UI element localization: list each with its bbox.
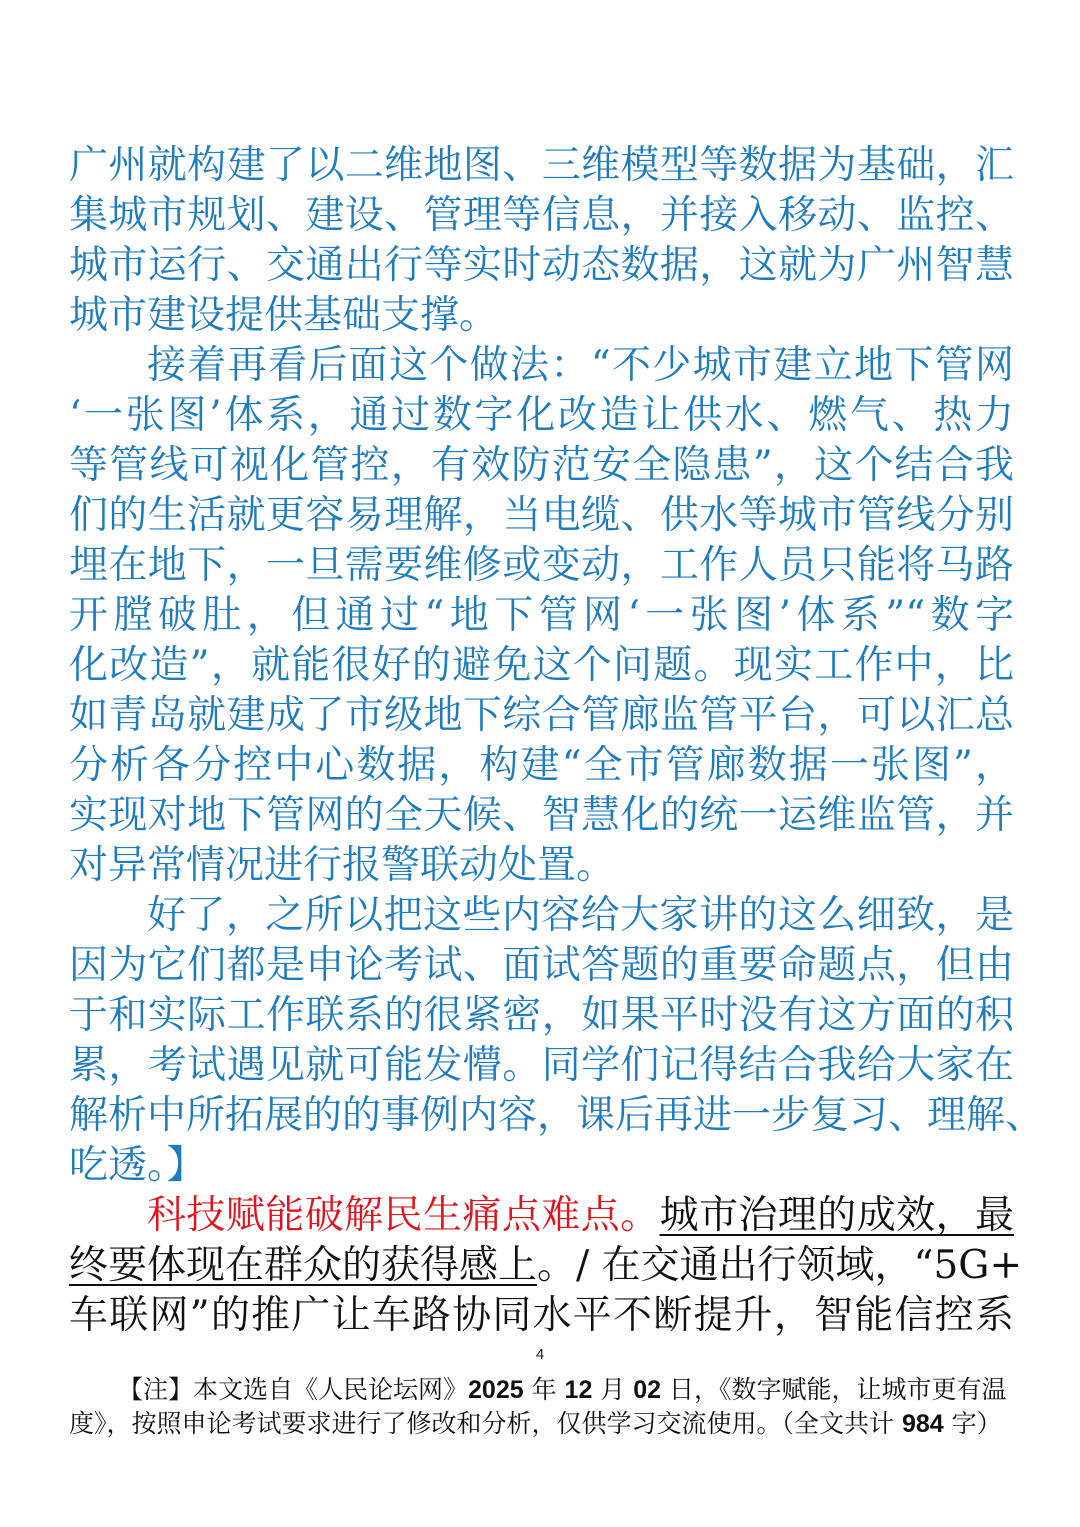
paragraph-line: 等管线可视化管控，有效防范安全隐患”，这个结合我 — [69, 443, 1014, 488]
paragraph-line: 化改造”，就能很好的避免这个问题。现实工作中，比 — [69, 643, 1014, 688]
key-point-heading: 科技赋能破解民生痛点难点。 — [147, 1193, 660, 1238]
paragraph-line: 如青岛就建成了市级地下综合管廊监管平台，可以汇总 — [69, 693, 1014, 738]
paragraph-line: ‘一张图’体系，通过数字化改造让供水、燃气、热力 — [69, 393, 1014, 438]
underlined-text: 城市治理的成效，最 — [659, 1193, 1014, 1238]
underlined-text: 终要体现在群众的获得感上 — [69, 1243, 538, 1288]
footnote-day: 02 — [633, 1376, 662, 1404]
page-number: 4 — [535, 1346, 545, 1363]
footnote-line — [118, 1373, 1014, 1407]
paragraph-line: 吃透。】 — [69, 1143, 206, 1188]
paragraph-line: 城市运行、交通出行等实时动态数据，这就为广州智慧 — [69, 243, 1014, 288]
paragraph-line: 开膛破肚，但通过“地下管网‘一张图’体系”“数字 — [69, 593, 1014, 638]
paragraph-line: 对异常情况进行报警联动处置。 — [69, 843, 616, 888]
footnote-text: 日，《数字赋能，让城市更有温 — [661, 1375, 1007, 1404]
paragraph-line: 们的生活就更容易理解，当电缆、供水等城市管线分别 — [69, 493, 1014, 538]
footnote-text: 度》，按照申论考试要求进行了修改和分析，仅供学习交流使用。（全文共计 — [69, 1409, 902, 1438]
paragraph-line: 因为它们都是申论考试、面试答题的重要命题点，但由 — [69, 943, 1014, 988]
footnote-text: 年 — [523, 1375, 565, 1404]
source-line — [147, 1192, 1014, 1240]
source-line — [69, 1242, 1023, 1290]
footnote-line — [69, 1407, 1014, 1441]
source-text-run: 。/ 在交通出行领域，“5G+ — [537, 1243, 1023, 1288]
footnote-text: 字） — [943, 1409, 1002, 1438]
paragraph-line: 累，考试遇见就可能发懵。同学们记得结合我给大家在 — [69, 1043, 1014, 1088]
paragraph-line: 集城市规划、建设、管理等信息，并接入移动、监控、 — [69, 193, 1014, 238]
paragraph-line: 解析中所拓展的的事例内容，课后再进一步复习、理解、 — [69, 1093, 1045, 1138]
paragraph-line: 于和实际工作联系的很紧密，如果平时没有这方面的积 — [69, 993, 1014, 1038]
source-line: 车联网”的推广让车路协同水平不断提升，智能信控系 — [69, 1293, 1014, 1338]
paragraph-line: 好了，之所以把这些内容给大家讲的这么细致，是 — [147, 893, 1014, 938]
footnote-text: 【注】本文选自《人民论坛网》 — [118, 1375, 469, 1404]
footnote-count: 984 — [901, 1410, 944, 1438]
paragraph-line: 埋在地下，一旦需要维修或变动，工作人员只能将马路 — [69, 543, 1014, 588]
paragraph-line: 接着再看后面这个做法：“不少城市建立地下管网 — [147, 343, 1014, 388]
paragraph-line: 实现对地下管网的全天候、智慧化的统一运维监管，并 — [69, 793, 1014, 838]
paragraph-line: 城市建设提供基础支撑。 — [69, 293, 499, 338]
paragraph-line: 广州就构建了以二维地图、三维模型等数据为基础，汇 — [69, 143, 1014, 188]
footnote-text: 月 — [592, 1375, 634, 1404]
footnote-year: 2025 — [468, 1376, 524, 1404]
paragraph-line: 分析各分控中心数据，构建“全市管廊数据一张图”， — [69, 743, 1014, 788]
footnote-month: 12 — [564, 1376, 593, 1404]
